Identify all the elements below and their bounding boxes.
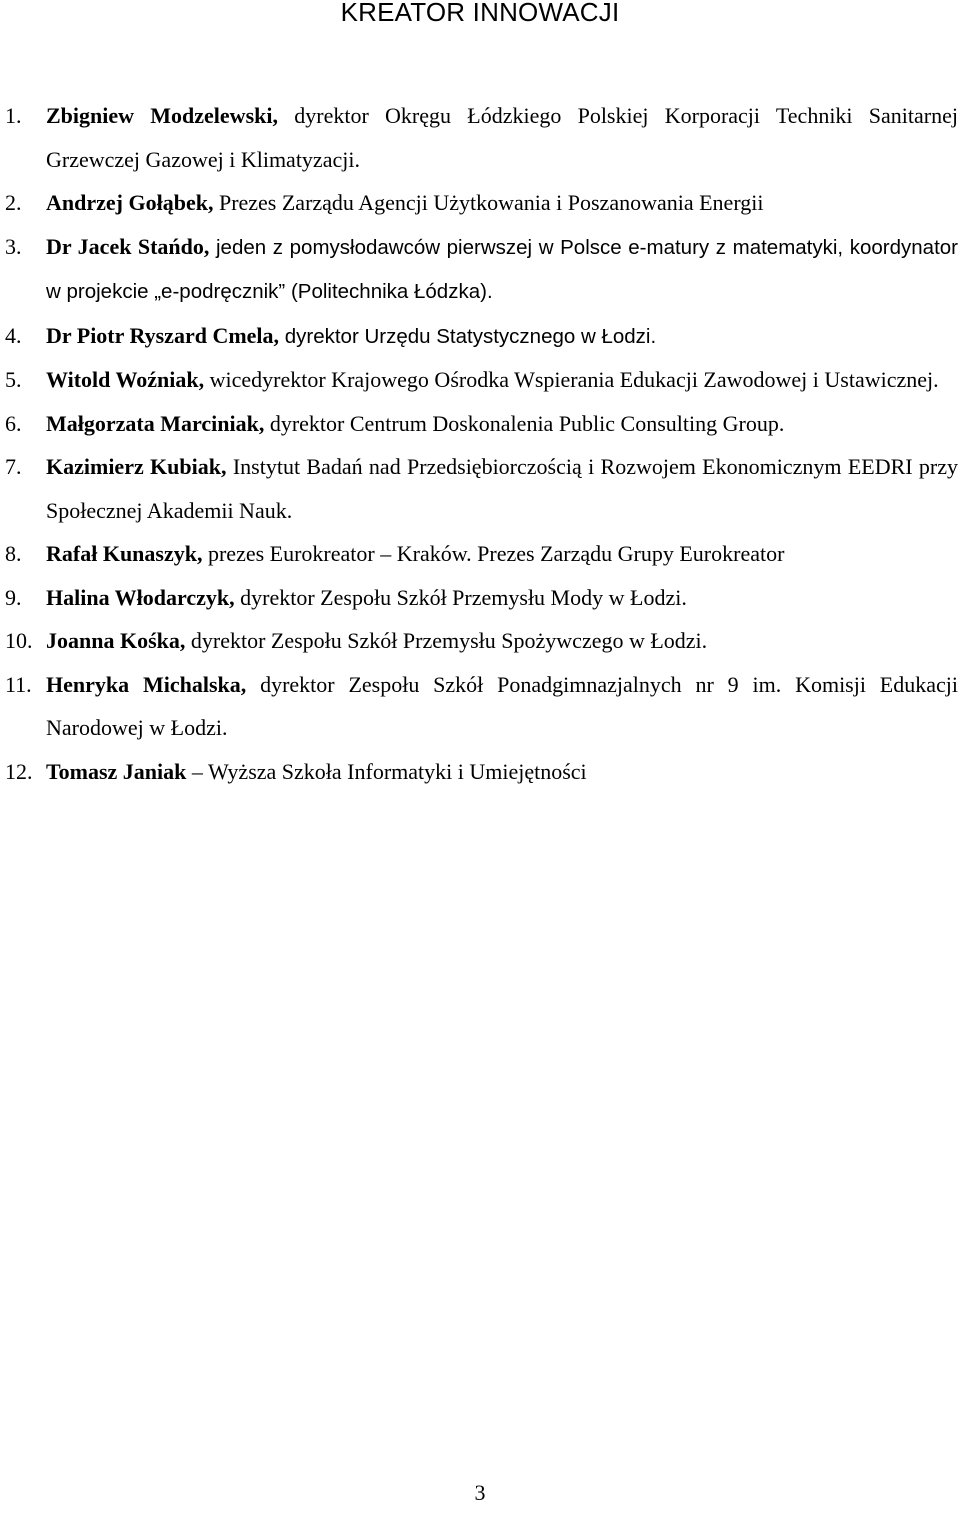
member-name: Dr Jacek Stańdo, <box>46 233 210 259</box>
member-name: Zbigniew Modzelewski, <box>46 103 278 128</box>
member-description: dyrektor Zespołu Szkół Przemysłu Mody w Łodzi. <box>234 584 687 610</box>
list-item <box>0 750 960 794</box>
member-name: Rafał Kunaszyk, <box>46 541 203 566</box>
document-title: KREATOR INNOWACJI <box>340 0 620 27</box>
item-number: 7. <box>5 454 22 479</box>
list-item <box>0 619 960 663</box>
list-item <box>0 576 960 620</box>
member-name: Andrzej Gołąbek, <box>46 190 214 215</box>
member-description: Instytut Badań nad Przedsiębiorczością i Rozwojem Ekonomicznym EEDRI przy Społecznej Akademii Nauk. <box>46 454 959 523</box>
list-item <box>0 532 960 576</box>
page-number: 3 <box>474 1480 486 1505</box>
member-name: Dr Piotr Ryszard Cmela, <box>46 322 280 348</box>
list-item <box>0 225 960 314</box>
member-description: – Wyższa Szkoła Informatyki i Umiejętności <box>186 758 587 784</box>
list-item <box>0 314 960 359</box>
list-item <box>0 663 960 750</box>
list-item <box>0 181 960 225</box>
member-name: Joanna Kośka, <box>46 628 186 653</box>
item-number: 2. <box>5 190 22 215</box>
item-number: 8. <box>5 541 22 566</box>
members-list <box>0 94 960 793</box>
member-description: dyrektor Okręgu Łódzkiego Polskiej Korporacji Techniki Sanitarnej Grzewczej Gazowej i Klimatyzacji. <box>46 103 958 172</box>
member-description: dyrektor Zespołu Szkół Przemysłu Spożywczego w Łodzi. <box>185 628 708 653</box>
item-number: 4. <box>5 322 22 348</box>
member-description: dyrektor Urzędu Statystycznego w Łodzi. <box>279 324 657 348</box>
member-name: Tomasz Janiak <box>46 758 187 784</box>
member-description: dyrektor Zespołu Szkół Ponadgimnazjalnych nr 9 im. Komisji Edukacji Narodowej w Łodzi. <box>46 671 958 740</box>
member-description: Prezes Zarządu Agencji Użytkowania i Poszanowania Energii <box>213 190 764 215</box>
member-name: Halina Włodarczyk, <box>46 584 235 610</box>
item-number: 9. <box>5 584 22 610</box>
list-item <box>0 402 960 446</box>
member-name: Małgorzata Marciniak, <box>46 410 265 436</box>
item-number: 1. <box>5 103 22 128</box>
list-item <box>0 94 960 181</box>
member-name: Kazimierz Kubiak, <box>46 454 227 479</box>
member-name: Henryka Michalska, <box>46 671 247 697</box>
item-number: 6. <box>5 410 22 436</box>
item-number: 5. <box>5 367 22 392</box>
item-number: 3. <box>5 233 22 259</box>
member-description: prezes Eurokreator – Kraków. Prezes Zarządu Grupy Eurokreator <box>202 541 785 566</box>
item-number: 11. <box>5 671 32 697</box>
item-number: 12. <box>5 758 33 784</box>
list-item <box>0 445 960 532</box>
item-number: 10. <box>5 628 33 653</box>
member-description: wicedyrektor Krajowego Ośrodka Wspierania Edukacji Zawodowej i Ustawicznej. <box>204 367 939 392</box>
list-item <box>0 358 960 402</box>
member-description: jeden z pomysłodawców pierwszej w Polsce e-matury z matematyki, koordynator w projekcie „e-podręcznik” (Politechnika Łódzka). <box>46 235 958 303</box>
member-name: Witold Woźniak, <box>46 367 205 392</box>
member-description: dyrektor Centrum Doskonalenia Public Consulting Group. <box>264 410 785 436</box>
